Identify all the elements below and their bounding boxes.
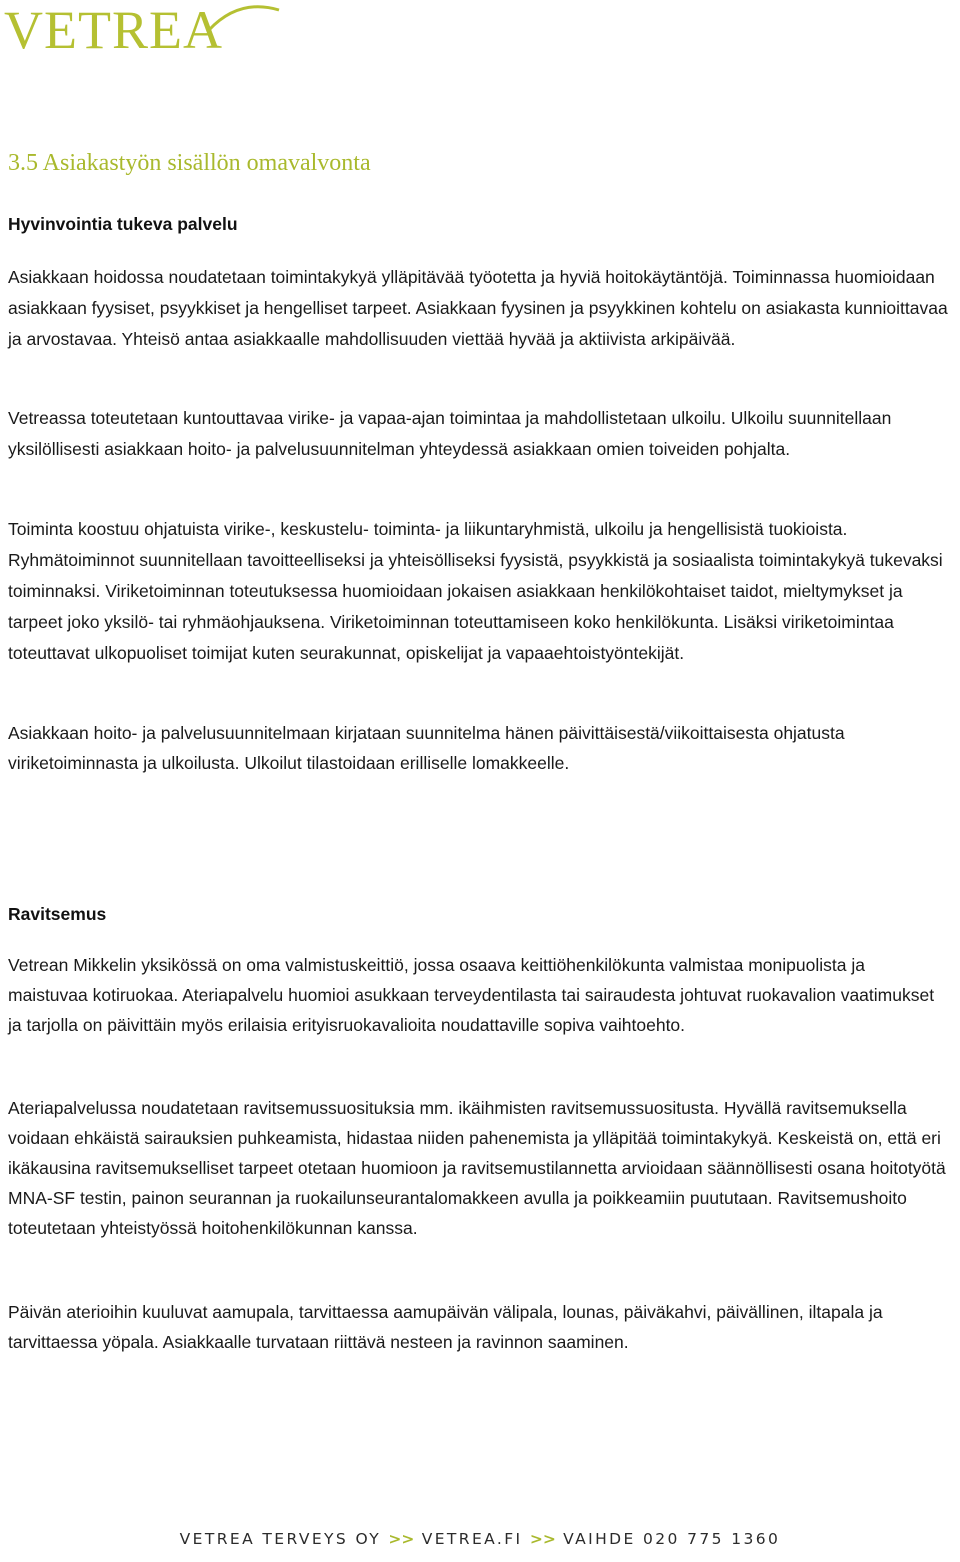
footer-phone: VAIHDE 020 775 1360 xyxy=(563,1530,781,1548)
logo-text: VETREA xyxy=(4,0,223,60)
vetrea-logo xyxy=(4,0,284,60)
paragraph: Toiminta koostuu ohjatuista virike-, keskustelu- toiminta- ja liikuntaryhmistä, ulkoilu ja hengellisistä tuokioista. Ryhmätoiminnot suunnitellaan tavoitteelliseksi ja yhteisölliseksi fyysistä, psyykkistä ja sosiaalista toimintakykyä tukevaksi toiminnaksi. Viriketoiminnan toteutuksessa huomioidaan jokaisen asiakkaan henkilökohtaiset taidot, mieltymykset ja tarpeet joko yksilö- tai ryhmäohjauksena. Viriketoiminnan toteuttamiseen koko henkilökunta. Lisäksi viriketoimintaa toteuttavat ulkopuoliset toimijat kuten seurakunnat, opiskelijat ja vapaaehtoistyöntekijät. xyxy=(8,519,943,663)
paragraph: Vetrean Mikkelin yksikössä on oma valmistuskeittiö, jossa osaava keittiöhenkilökunta valmistaa monipuolista ja maistuvaa kotiruokaa. Ateriapalvelu huomioi asukkaan terveydentilasta tai sairaudesta johtuvat ruokavalion vaatimukset ja tarjolla on päivittäin myös erilaisia erityisruokavalioita noudattaville sopiva vaihtoehto. xyxy=(8,955,935,1035)
subheading-nutrition: Ravitsemus xyxy=(8,904,107,924)
paragraph: Vetreassa toteutetaan kuntouttavaa virike- ja vapaa-ajan toimintaa ja mahdollistetaan ulkoilu. Ulkoilu suunnitellaan yksilöllisesti asiakkaan hoito- ja palvelusuunnitelman yhteydessä asiakkaan omien toiveiden pohjalta. xyxy=(8,408,892,459)
paragraph: Asiakkaan hoidossa noudatetaan toimintakykyä ylläpitävää työotetta ja hyviä hoitokäytäntöjä. Toiminnassa huomioidaan asiakkaan fyysiset, psyykkiset ja hengelliset tarpeet. Asiakkaan fyysinen ja psyykkinen kohtelu on asiakasta kunnioittavaa ja arvostavaa. Yhteisö antaa asiakkaalle mahdollisuuden viettää hyvää ja aktiivista arkipäivää. xyxy=(8,267,948,349)
page-footer xyxy=(0,1530,960,1548)
footer-separator: >> xyxy=(388,1530,415,1548)
section-heading: 3.5 Asiakastyön sisällön omavalvonta xyxy=(8,150,371,176)
paragraph: Päivän aterioihin kuuluvat aamupala, tarvittaessa aamupäivän välipala, lounas, päiväkahvi, päivällinen, iltapala ja tarvittaessa yöpala. Asiakkaalle turvataan riittävä nesteen ja ravinnon saaminen. xyxy=(8,1302,883,1352)
footer-company: VETREA TERVEYS OY xyxy=(179,1530,382,1548)
paragraph: Ateriapalvelussa noudatetaan ravitsemussuosituksia mm. ikäihmisten ravitsemussuositusta. Hyvällä ravitsemuksella voidaan ehkäistä sairauksien puhkeamista, hidastaa niiden pahenemista ja ylläpitää toimintakykyä. Keskeistä on, että eri ikäkausina ravitsemukselliset tarpeet otetaan huomioon ja ravitsemustilannetta arvioidaan säännöllisesti osana hoitotyötä MNA-SF testin, painon seurannan ja ruokailunseurantalomakkeen avulla ja poikkeamiin puututaan. Ravitsemushoito toteutetaan yhteistyössä hoitohenkilökunnan kanssa. xyxy=(8,1098,946,1238)
footer-separator: >> xyxy=(529,1530,556,1548)
paragraph: Asiakkaan hoito- ja palvelusuunnitelmaan kirjataan suunnitelma hänen päivittäisestä/viikoittaisesta ohjatusta viriketoiminnasta ja ulkoilusta. Ulkoilut tilastoidaan erilliselle lomakkeelle. xyxy=(8,723,845,773)
subheading-wellbeing: Hyvinvointia tukeva palvelu xyxy=(8,214,238,234)
footer-website: VETREA.FI xyxy=(421,1530,523,1548)
